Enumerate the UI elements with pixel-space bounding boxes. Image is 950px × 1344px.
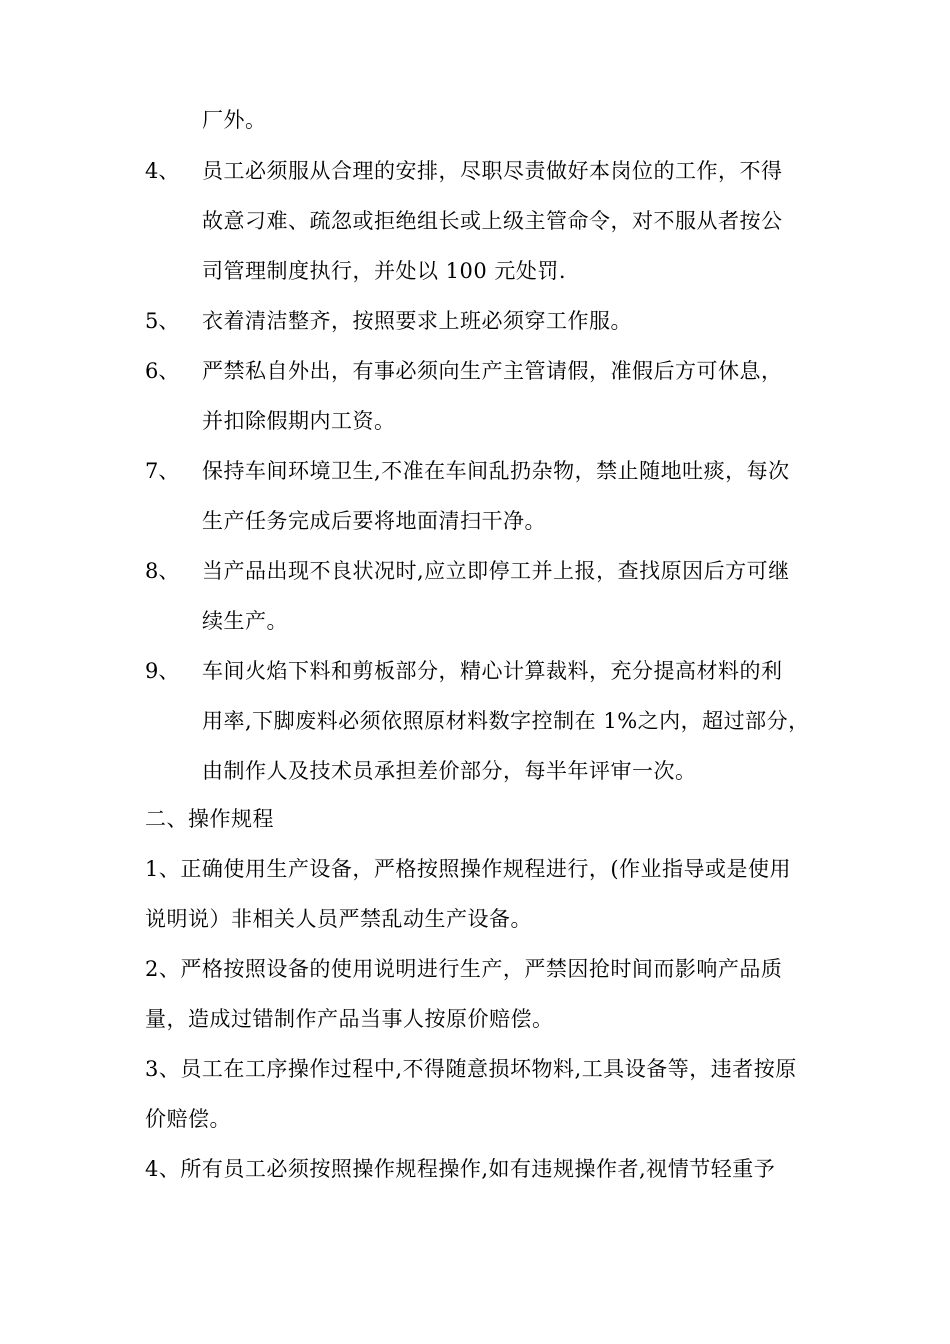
rule-line: 严禁私自外出，有事必须向生产主管请假，准假后方可休息， [202, 359, 783, 383]
rule-line: 生产任务完成后要将地面清扫干净。 [202, 509, 546, 533]
section-heading: 二、操作规程 [145, 807, 274, 831]
rule-number: 6、 [145, 359, 180, 383]
rule-line: 续生产。 [202, 609, 288, 633]
rule-line: 司管理制度执行，并处以 100 元处罚. [202, 259, 567, 283]
rule-number: 4、 [145, 159, 180, 183]
rule-line: 当产品出现不良状况时,应立即停工并上报，查找原因后方可继 [202, 559, 790, 583]
rule-line: 衣着清洁整齐，按照要求上班必须穿工作服。 [202, 309, 632, 333]
rule-number: 5、 [145, 309, 180, 333]
rule-line: 故意刁难、疏忽或拒绝组长或上级主管命令，对不服从者按公 [202, 209, 783, 233]
procedure-line: 价赔偿。 [145, 1107, 231, 1131]
procedure-line: 3、员工在工序操作过程中,不得随意损坏物料,工具设备等，违者按原 [145, 1057, 797, 1081]
rule-line: 用率,下脚废料必须依照原材料数字控制在 1%之内，超过部分， [202, 709, 810, 733]
rule-number: 7、 [145, 459, 180, 483]
rule-line: 保持车间环境卫生,不准在车间乱扔杂物，禁止随地吐痰，每次 [202, 459, 790, 483]
procedure-line: 量，造成过错制作产品当事人按原价赔偿。 [145, 1007, 554, 1031]
rule-line: 车间火焰下料和剪板部分，精心计算裁料，充分提高材料的利 [202, 659, 783, 683]
rule-line: 并扣除假期内工资。 [202, 409, 396, 433]
rule-number: 9、 [145, 659, 180, 683]
procedure-line: 2、严格按照设备的使用说明进行生产，严禁因抢时间而影响产品质 [145, 957, 783, 981]
rule-number: 8、 [145, 559, 180, 583]
procedure-line: 4、所有员工必须按照操作规程操作,如有违规操作者,视情节轻重予 [145, 1157, 776, 1181]
procedure-line: 1、正确使用生产设备，严格按照操作规程进行，(作业指导或是使用 [145, 857, 792, 881]
rule-line: 由制作人及技术员承担差价部分，每半年评审一次。 [202, 759, 697, 783]
continuation-line: 厂外。 [202, 108, 267, 132]
procedure-line: 说明说）非相关人员严禁乱动生产设备。 [145, 907, 532, 931]
rule-line: 员工必须服从合理的安排，尽职尽责做好本岗位的工作，不得 [202, 159, 783, 183]
